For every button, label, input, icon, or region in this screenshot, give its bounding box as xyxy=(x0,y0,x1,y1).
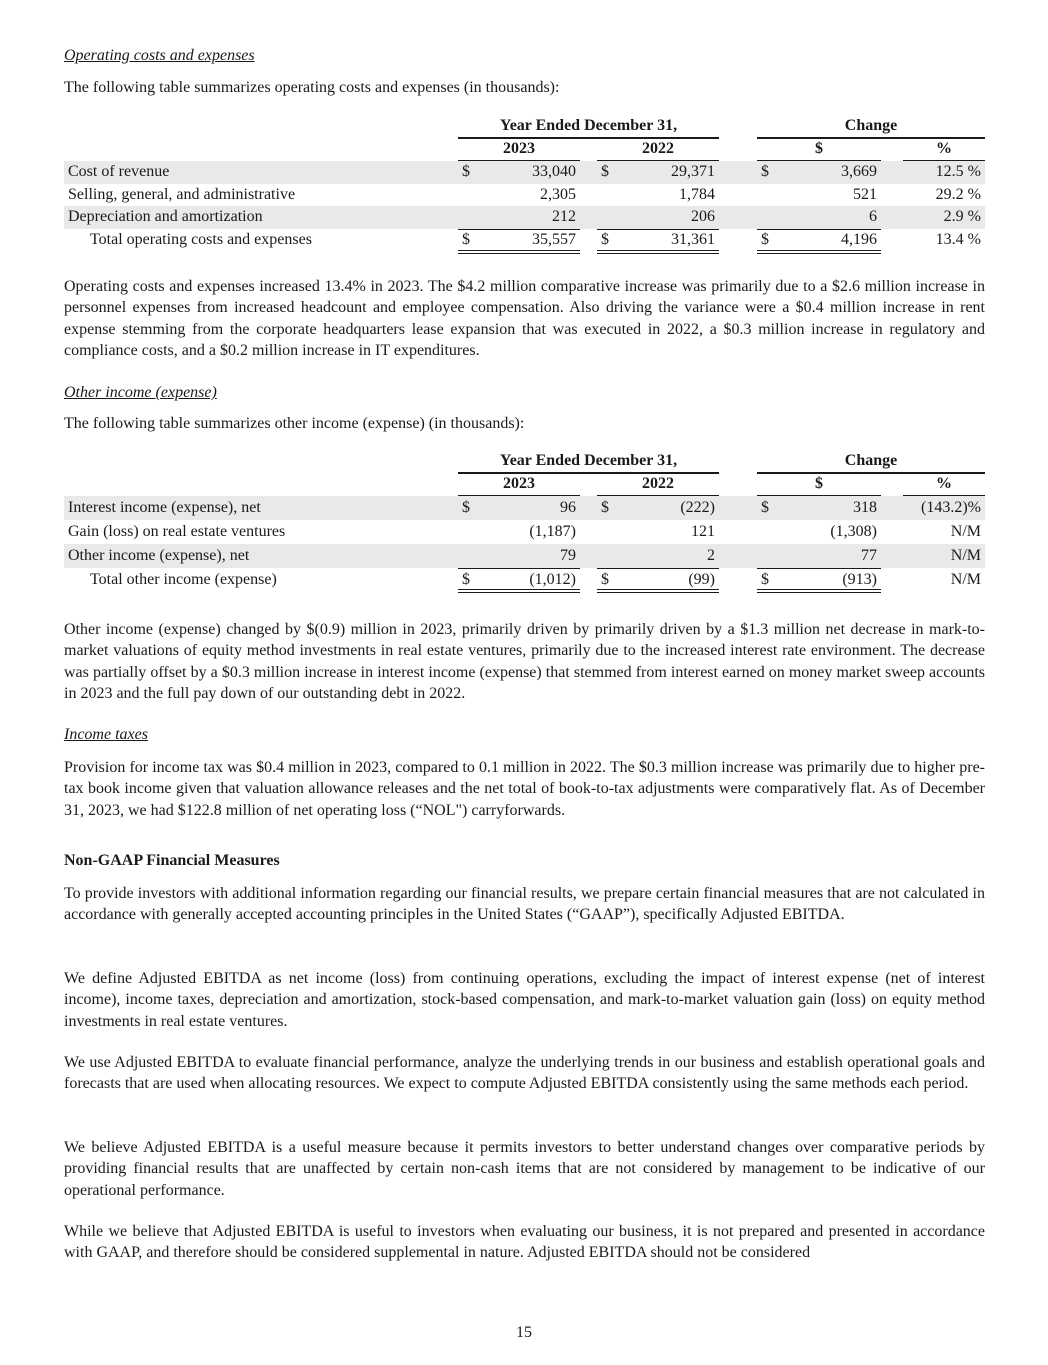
operating-costs-table xyxy=(64,116,985,251)
header-year-ended: Year Ended December 31, xyxy=(458,116,719,139)
row-label: Cost of revenue xyxy=(68,163,170,180)
currency-symbol: $ xyxy=(601,571,609,588)
section-title-income-taxes: Income taxes xyxy=(64,726,148,743)
value-2023: 33,040 xyxy=(532,163,576,180)
value-change: 4,196 xyxy=(841,230,877,248)
value-2022: (99) xyxy=(688,571,715,588)
table-group-header-row xyxy=(64,451,985,473)
non-gaap-paragraph: We believe Adjusted EBITDA is a useful measure because it permits investors to better understand changes over comparative periods by providing financial results that are unaffected by certain non-cash items that are not considered by management to be indicative of our operational performance. xyxy=(64,1139,985,1199)
table-row xyxy=(64,206,985,229)
currency-symbol: $ xyxy=(462,499,470,516)
header-2023: 2023 xyxy=(458,139,580,162)
header-change: Change xyxy=(757,116,985,139)
non-gaap-title: Non-GAAP Financial Measures xyxy=(64,852,280,869)
table-sub-header-row xyxy=(64,474,985,496)
header-2023: 2023 xyxy=(458,474,580,497)
table-row xyxy=(64,496,985,520)
row-label: Interest income (expense), net xyxy=(68,499,261,516)
value-percent: 13.4 % xyxy=(935,230,981,248)
section-title-other-income: Other income (expense) xyxy=(64,384,217,401)
currency-symbol: $ xyxy=(601,499,609,516)
other-income-table xyxy=(64,451,985,592)
value-2022: 1,784 xyxy=(679,185,715,203)
page-number: 15 xyxy=(516,1324,532,1341)
header-change-dollar: $ xyxy=(757,474,881,497)
currency-symbol: $ xyxy=(601,230,609,248)
currency-symbol: $ xyxy=(601,163,609,180)
row-label: Gain (loss) on real estate ventures xyxy=(68,523,286,540)
currency-symbol: $ xyxy=(761,571,769,588)
row-label: Depreciation and amortization xyxy=(68,208,263,225)
value-percent: N/M xyxy=(950,571,981,588)
currency-symbol: $ xyxy=(761,163,769,180)
table-row-total xyxy=(64,568,985,592)
value-2023: 2,305 xyxy=(540,185,576,203)
value-2022: (222) xyxy=(680,499,715,516)
table-row xyxy=(64,161,985,184)
value-2023: 35,557 xyxy=(532,230,576,248)
header-change-percent: % xyxy=(903,139,985,162)
value-2022: 206 xyxy=(691,208,715,225)
value-2022: 2 xyxy=(707,547,715,564)
header-change-dollar: $ xyxy=(757,139,881,162)
header-2022: 2022 xyxy=(597,139,719,162)
header-year-ended: Year Ended December 31, xyxy=(458,451,719,474)
other-income-paragraph: Other income (expense) changed by $(0.9) million in 2023, primarily driven by primarily driven by a $1.3 million net decrease in mark-to-market valuations of equity method investments in real estate ventures, primarily due to the increased interest rate environment. The decrease was partially offset by a $0.3 million increase in interest income (expense) that stemmed from interest earned on money market sweep accounts in 2023 and the full pay down of our outstanding debt in 2022. xyxy=(64,621,985,702)
value-2022: 121 xyxy=(691,523,715,540)
operating-costs-paragraph: Operating costs and expenses increased 13.4% in 2023. The $4.2 million comparative increase was primarily due to a $2.6 million increase in personnel expenses from increased headcount and employee compensation. Also driving the variance were a $0.4 million increase in rent expense stemming from the corporate headquarters lease expansion that was executed in 2022, a $0.3 million increase in regulatory and compliance costs, and a $0.2 million increase in IT expenditures. xyxy=(64,278,985,359)
table-row-total xyxy=(64,229,985,252)
currency-symbol: $ xyxy=(462,230,470,248)
table-row xyxy=(64,544,985,568)
row-label: Total operating costs and expenses xyxy=(90,230,312,248)
value-2023: 79 xyxy=(560,547,576,564)
table-sub-header-row xyxy=(64,139,985,161)
value-percent: 12.5 % xyxy=(935,163,981,180)
row-label: Total other income (expense) xyxy=(90,571,277,588)
header-2022: 2022 xyxy=(597,474,719,497)
value-change: (1,308) xyxy=(830,523,877,540)
income-taxes-paragraph: Provision for income tax was $0.4 million in 2023, compared to 0.1 million in 2022. The $0.3 million increase was primarily due to higher pre-tax book income given that valuation allowance releases and the net total of book-to-tax adjustments were comparatively flat. As of December 31, 2023, we had $122.8 million of net operating loss (“NOL") carryforwards. xyxy=(64,759,985,819)
table-group-header-row xyxy=(64,116,985,138)
value-2023: (1,187) xyxy=(529,523,576,540)
value-change: 521 xyxy=(853,185,877,203)
value-2023: 96 xyxy=(560,499,576,516)
value-2023: 212 xyxy=(552,208,576,225)
non-gaap-paragraph: While we believe that Adjusted EBITDA is useful to investors when evaluating our business, it is not prepared and presented in accordance with GAAP, and therefore should be considered supplemental in nature. Adjusted EBITDA should not be considered xyxy=(64,1223,985,1262)
header-change: Change xyxy=(757,451,985,474)
row-label: Other income (expense), net xyxy=(68,547,250,564)
non-gaap-paragraph: We use Adjusted EBITDA to evaluate financial performance, analyze the underlying trends in our business and establish operational goals and forecasts that are used when allocating resources. We expect to compute Adjusted EBITDA consistently using the same methods each period. xyxy=(64,1054,985,1093)
section-title-operating-costs: Operating costs and expenses xyxy=(64,47,255,64)
value-percent: 2.9 % xyxy=(943,208,981,225)
value-change: (913) xyxy=(842,571,877,588)
table-row xyxy=(64,520,985,544)
value-change: 318 xyxy=(853,499,877,516)
other-income-intro: The following table summarizes other income (expense) (in thousands): xyxy=(64,415,525,432)
currency-symbol: $ xyxy=(462,163,470,180)
row-label: Selling, general, and administrative xyxy=(68,185,296,203)
value-change: 6 xyxy=(869,208,877,225)
value-percent: N/M xyxy=(950,523,981,540)
currency-symbol: $ xyxy=(761,230,769,248)
value-2022: 29,371 xyxy=(671,163,715,180)
value-2022: 31,361 xyxy=(671,230,715,248)
value-change: 77 xyxy=(861,547,877,564)
header-change-percent: % xyxy=(903,474,985,497)
value-percent: (143.2)% xyxy=(921,499,981,516)
non-gaap-paragraph: We define Adjusted EBITDA as net income (loss) from continuing operations, excluding the impact of interest expense (net of interest income), income taxes, depreciation and amortization, stock-based compensation, and mark-to-market valuation gain (loss) on equity method investments in real estate ventures. xyxy=(64,970,985,1030)
non-gaap-paragraph: To provide investors with additional information regarding our financial results, we prepare certain financial measures that are not calculated in accordance with generally accepted accounting principles in the United States (“GAAP”), specifically Adjusted EBITDA. xyxy=(64,885,985,924)
table-row xyxy=(64,184,985,207)
value-percent: 29.2 % xyxy=(935,185,981,203)
value-change: 3,669 xyxy=(841,163,877,180)
currency-symbol: $ xyxy=(462,571,470,588)
value-percent: N/M xyxy=(950,547,981,564)
value-2023: (1,012) xyxy=(529,571,576,588)
currency-symbol: $ xyxy=(761,499,769,516)
operating-costs-intro: The following table summarizes operating costs and expenses (in thousands): xyxy=(64,79,560,96)
